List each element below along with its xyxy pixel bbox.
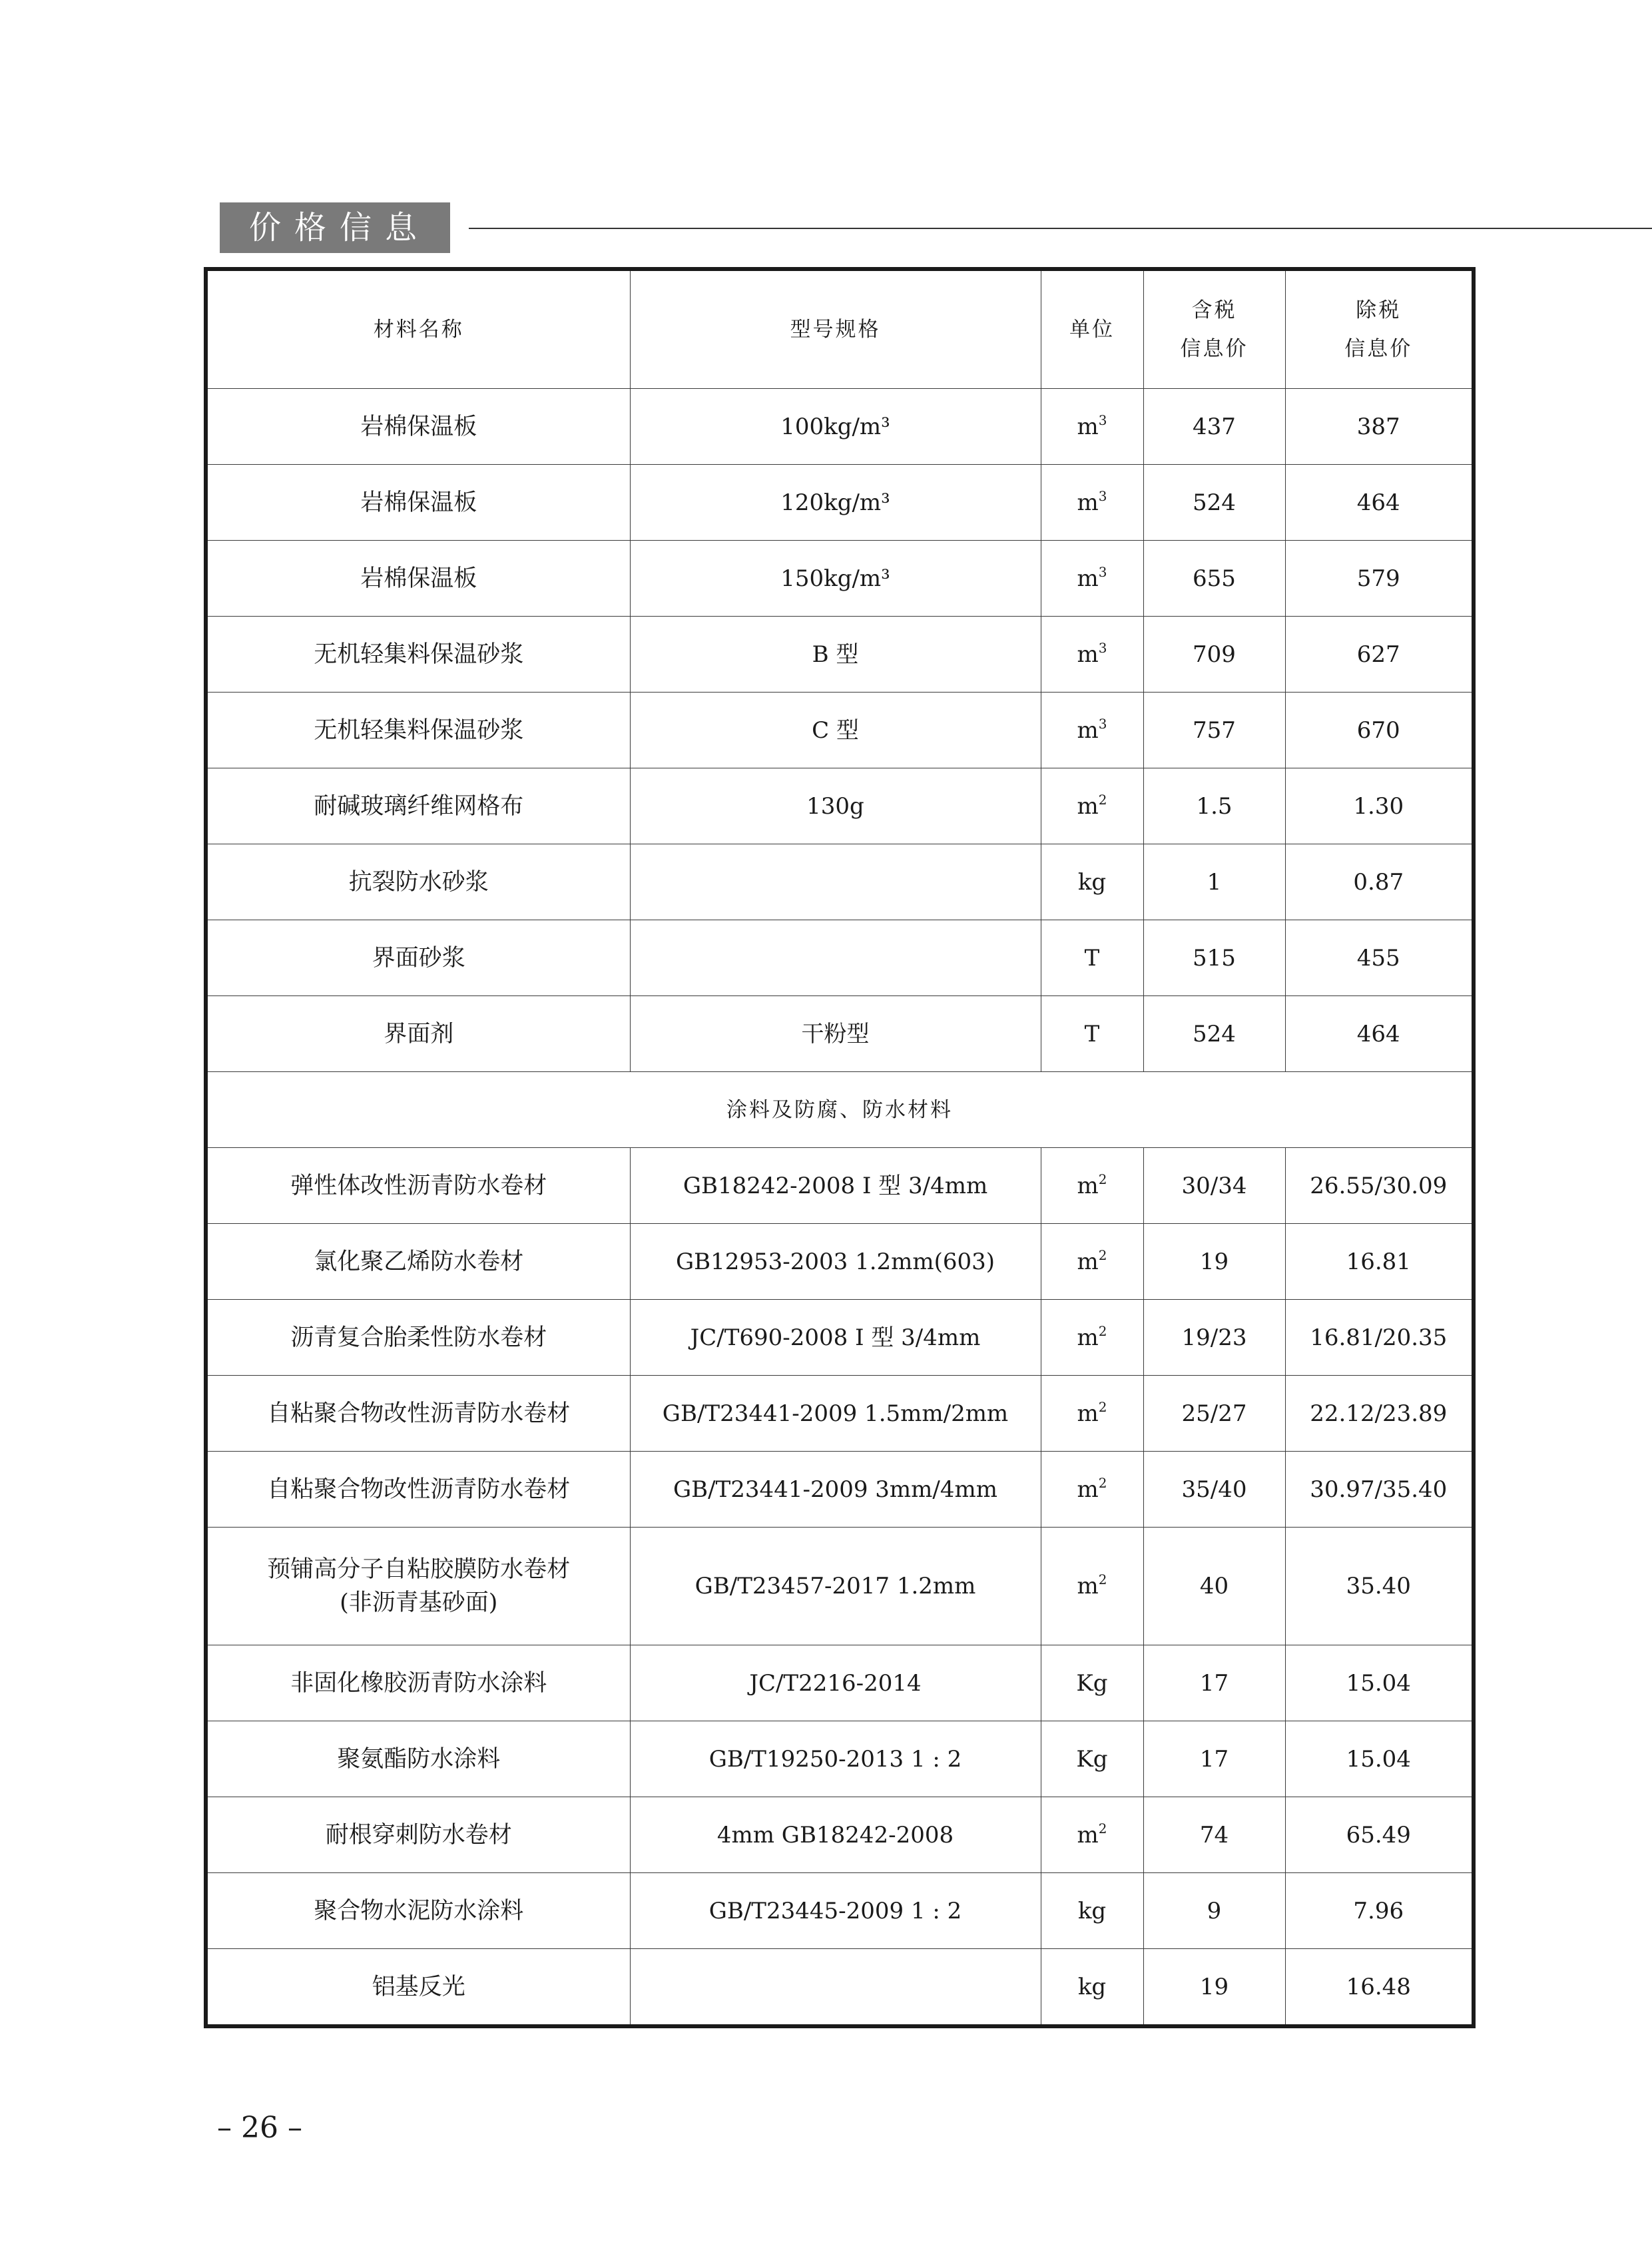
material-name-cell: 铝基反光 <box>206 1949 630 2027</box>
table-row <box>206 465 1474 541</box>
unit-base: T <box>1084 944 1100 972</box>
unit-exponent: 3 <box>1098 487 1107 504</box>
table-row <box>206 1949 1474 2027</box>
spec-cell: GB18242-2008 Ⅰ 型 3/4mm <box>630 1148 1041 1224</box>
price-tax-included-cell: 19 <box>1143 1224 1285 1300</box>
unit-base: T <box>1084 1020 1100 1047</box>
material-name-cell: 沥青复合胎柔性防水卷材 <box>206 1300 630 1376</box>
unit-cell <box>1041 920 1143 996</box>
unit-base: m <box>1077 1172 1099 1199</box>
table-row <box>206 996 1474 1072</box>
price-tax-excluded-cell: 65.49 <box>1285 1797 1474 1873</box>
unit-exponent: 3 <box>1098 563 1107 580</box>
price-tax-included-cell: 17 <box>1143 1721 1285 1797</box>
price-tax-included-cell: 9 <box>1143 1873 1285 1949</box>
unit-exponent: 2 <box>1098 1820 1107 1836</box>
material-name-cell: 自粘聚合物改性沥青防水卷材 <box>206 1452 630 1528</box>
spec-cell: 150kg/m³ <box>630 541 1041 617</box>
spec-cell: GB12953-2003 1.2mm(603) <box>630 1224 1041 1300</box>
category-row <box>206 1072 1474 1148</box>
spec-cell: GB/T23441-2009 3mm/4mm <box>630 1452 1041 1528</box>
unit-cell <box>1041 1721 1143 1797</box>
unit-exponent: 2 <box>1098 1247 1107 1263</box>
price-tax-excluded-cell: 670 <box>1285 693 1474 768</box>
material-name-cell: 自粘聚合物改性沥青防水卷材 <box>206 1376 630 1452</box>
material-name-line2: (非沥青基砂面) <box>340 1589 498 1616</box>
column-header-name: 材料名称 <box>206 269 630 389</box>
material-name-cell: 氯化聚乙烯防水卷材 <box>206 1224 630 1300</box>
unit-exponent: 2 <box>1098 1474 1107 1491</box>
price-tax-excluded-cell: 627 <box>1285 617 1474 693</box>
price-tax-included-cell: 35/40 <box>1143 1452 1285 1528</box>
price-tax-included-cell: 19 <box>1143 1949 1285 2027</box>
price-tax-included-cell: 40 <box>1143 1528 1285 1645</box>
unit-cell <box>1041 1148 1143 1224</box>
price-tax-excluded-cell: 30.97/35.40 <box>1285 1452 1474 1528</box>
price-tax-excluded-cell: 15.04 <box>1285 1645 1474 1721</box>
price-tax-excluded-cell: 16.81 <box>1285 1224 1474 1300</box>
material-name-cell: 无机轻集料保温砂浆 <box>206 693 630 768</box>
column-header-tax-included <box>1143 269 1285 389</box>
column-header-tax-included-line2: 信息价 <box>1180 337 1248 361</box>
table-row <box>206 693 1474 768</box>
section-header <box>220 202 1472 253</box>
unit-base: Kg <box>1076 1745 1108 1773</box>
unit-cell <box>1041 1376 1143 1452</box>
spec-cell: B 型 <box>630 617 1041 693</box>
unit-cell <box>1041 844 1143 920</box>
price-tax-included-cell: 437 <box>1143 389 1285 465</box>
column-header-tax-excluded-line2: 信息价 <box>1344 337 1413 361</box>
price-tax-excluded-cell: 7.96 <box>1285 1873 1474 1949</box>
unit-cell <box>1041 541 1143 617</box>
material-name-cell: 聚氨酯防水涂料 <box>206 1721 630 1797</box>
unit-cell <box>1041 389 1143 465</box>
material-name-cell: 岩棉保温板 <box>206 389 630 465</box>
unit-cell <box>1041 1873 1143 1949</box>
price-tax-included-cell: 655 <box>1143 541 1285 617</box>
section-title: 价格信息 <box>220 202 450 253</box>
spec-cell: C 型 <box>630 693 1041 768</box>
unit-base: m <box>1077 489 1099 516</box>
price-tax-included-cell: 1.5 <box>1143 768 1285 844</box>
price-tax-included-cell: 524 <box>1143 996 1285 1072</box>
spec-cell <box>630 920 1041 996</box>
material-name-cell: 岩棉保温板 <box>206 465 630 541</box>
table-row <box>206 1797 1474 1873</box>
price-tax-excluded-cell: 579 <box>1285 541 1474 617</box>
table-row <box>206 920 1474 996</box>
table-row <box>206 1873 1474 1949</box>
price-tax-excluded-cell: 0.87 <box>1285 844 1474 920</box>
price-tax-excluded-cell: 464 <box>1285 465 1474 541</box>
unit-exponent: 3 <box>1098 715 1107 732</box>
spec-cell: 100kg/m³ <box>630 389 1041 465</box>
unit-cell <box>1041 1224 1143 1300</box>
price-tax-included-cell: 17 <box>1143 1645 1285 1721</box>
table-row <box>206 1721 1474 1797</box>
price-tax-excluded-cell: 16.81/20.35 <box>1285 1300 1474 1376</box>
spec-cell: JC/T690-2008 Ⅰ 型 3/4mm <box>630 1300 1041 1376</box>
spec-cell <box>630 844 1041 920</box>
column-header-spec: 型号规格 <box>630 269 1041 389</box>
unit-cell <box>1041 465 1143 541</box>
price-tax-included-cell: 1 <box>1143 844 1285 920</box>
unit-cell <box>1041 1797 1143 1873</box>
unit-base: m <box>1077 1821 1099 1848</box>
price-tax-included-cell: 515 <box>1143 920 1285 996</box>
spec-cell: 4mm GB18242-2008 <box>630 1797 1041 1873</box>
material-name-cell: 无机轻集料保温砂浆 <box>206 617 630 693</box>
unit-base: kg <box>1077 868 1107 896</box>
price-tax-included-cell: 709 <box>1143 617 1285 693</box>
spec-cell: 120kg/m³ <box>630 465 1041 541</box>
price-tax-excluded-cell: 26.55/30.09 <box>1285 1148 1474 1224</box>
unit-exponent: 2 <box>1098 791 1107 808</box>
table-row <box>206 844 1474 920</box>
price-tax-included-cell: 757 <box>1143 693 1285 768</box>
unit-cell <box>1041 1300 1143 1376</box>
table-row <box>206 541 1474 617</box>
table-row <box>206 617 1474 693</box>
column-header-tax-included-line1: 含税 <box>1191 298 1237 322</box>
spec-cell: 130g <box>630 768 1041 844</box>
unit-cell <box>1041 1528 1143 1645</box>
price-tax-included-cell: 25/27 <box>1143 1376 1285 1452</box>
unit-base: m <box>1077 413 1099 440</box>
unit-base: kg <box>1077 1973 1107 2000</box>
unit-exponent: 2 <box>1098 1322 1107 1339</box>
table-row <box>206 1452 1474 1528</box>
price-tax-included-cell: 30/34 <box>1143 1148 1285 1224</box>
spec-cell <box>630 1949 1041 2027</box>
spec-cell: GB/T23457-2017 1.2mm <box>630 1528 1041 1645</box>
unit-cell <box>1041 1452 1143 1528</box>
column-header-tax-excluded <box>1285 269 1474 389</box>
price-tax-included-cell: 74 <box>1143 1797 1285 1873</box>
spec-cell: JC/T2216-2014 <box>630 1645 1041 1721</box>
price-tax-included-cell: 524 <box>1143 465 1285 541</box>
table-row <box>206 1528 1474 1645</box>
material-name-cell: 岩棉保温板 <box>206 541 630 617</box>
column-header-unit: 单位 <box>1041 269 1143 389</box>
unit-base: m <box>1077 1400 1099 1427</box>
price-tax-excluded-cell: 1.30 <box>1285 768 1474 844</box>
unit-cell <box>1041 1645 1143 1721</box>
category-title: 涂料及防腐、防水材料 <box>206 1072 1474 1148</box>
unit-base: kg <box>1077 1897 1107 1924</box>
price-tax-excluded-cell: 455 <box>1285 920 1474 996</box>
material-name-cell: 界面剂 <box>206 996 630 1072</box>
material-name-cell: 弹性体改性沥青防水卷材 <box>206 1148 630 1224</box>
unit-cell <box>1041 768 1143 844</box>
header-rule <box>469 228 1652 229</box>
unit-base: m <box>1077 716 1099 744</box>
spec-cell: GB/T23445-2009 1 : 2 <box>630 1873 1041 1949</box>
price-tax-excluded-cell: 35.40 <box>1285 1528 1474 1645</box>
table-header-row <box>206 269 1474 389</box>
price-tax-included-cell: 19/23 <box>1143 1300 1285 1376</box>
unit-cell <box>1041 617 1143 693</box>
unit-exponent: 2 <box>1098 1398 1107 1415</box>
unit-base: m <box>1077 641 1099 668</box>
unit-base: Kg <box>1076 1669 1108 1697</box>
unit-base: m <box>1077 1573 1099 1599</box>
unit-base: m <box>1077 1324 1099 1351</box>
table-row <box>206 768 1474 844</box>
material-name-cell: 聚合物水泥防水涂料 <box>206 1873 630 1949</box>
table-row <box>206 1148 1474 1224</box>
material-name-cell: 抗裂防水砂浆 <box>206 844 630 920</box>
material-name: 预铺高分子自粘胶膜防水卷材 <box>267 1556 571 1583</box>
price-tax-excluded-cell: 15.04 <box>1285 1721 1474 1797</box>
table-body <box>206 389 1474 2027</box>
spec-cell: GB/T19250-2013 1 : 2 <box>630 1721 1041 1797</box>
material-name-cell: 非固化橡胶沥青防水涂料 <box>206 1645 630 1721</box>
column-header-tax-excluded-line1: 除税 <box>1356 298 1402 322</box>
material-name-cell: 界面砂浆 <box>206 920 630 996</box>
spec-cell: 干粉型 <box>630 996 1041 1072</box>
table-row <box>206 1224 1474 1300</box>
unit-cell <box>1041 996 1143 1072</box>
price-tax-excluded-cell: 22.12/23.89 <box>1285 1376 1474 1452</box>
price-tax-excluded-cell: 387 <box>1285 389 1474 465</box>
unit-base: m <box>1077 1248 1099 1275</box>
unit-base: m <box>1077 565 1099 592</box>
unit-cell <box>1041 693 1143 768</box>
page-number: – 26 – <box>217 2111 302 2145</box>
unit-exponent: 3 <box>1098 639 1107 656</box>
unit-exponent: 2 <box>1098 1571 1107 1587</box>
table-row <box>206 1300 1474 1376</box>
spec-cell: GB/T23441-2009 1.5mm/2mm <box>630 1376 1041 1452</box>
table-row <box>206 389 1474 465</box>
price-table <box>204 267 1476 2028</box>
table-row <box>206 1645 1474 1721</box>
unit-base: m <box>1077 1476 1099 1503</box>
table-row <box>206 1376 1474 1452</box>
price-tax-excluded-cell: 464 <box>1285 996 1474 1072</box>
price-tax-excluded-cell: 16.48 <box>1285 1949 1474 2027</box>
material-name-cell: 耐碱玻璃纤维网格布 <box>206 768 630 844</box>
unit-exponent: 3 <box>1098 412 1107 428</box>
material-name-cell <box>206 1528 630 1645</box>
unit-base: m <box>1077 792 1099 820</box>
unit-exponent: 2 <box>1098 1171 1107 1187</box>
material-name-cell: 耐根穿刺防水卷材 <box>206 1797 630 1873</box>
unit-cell <box>1041 1949 1143 2027</box>
